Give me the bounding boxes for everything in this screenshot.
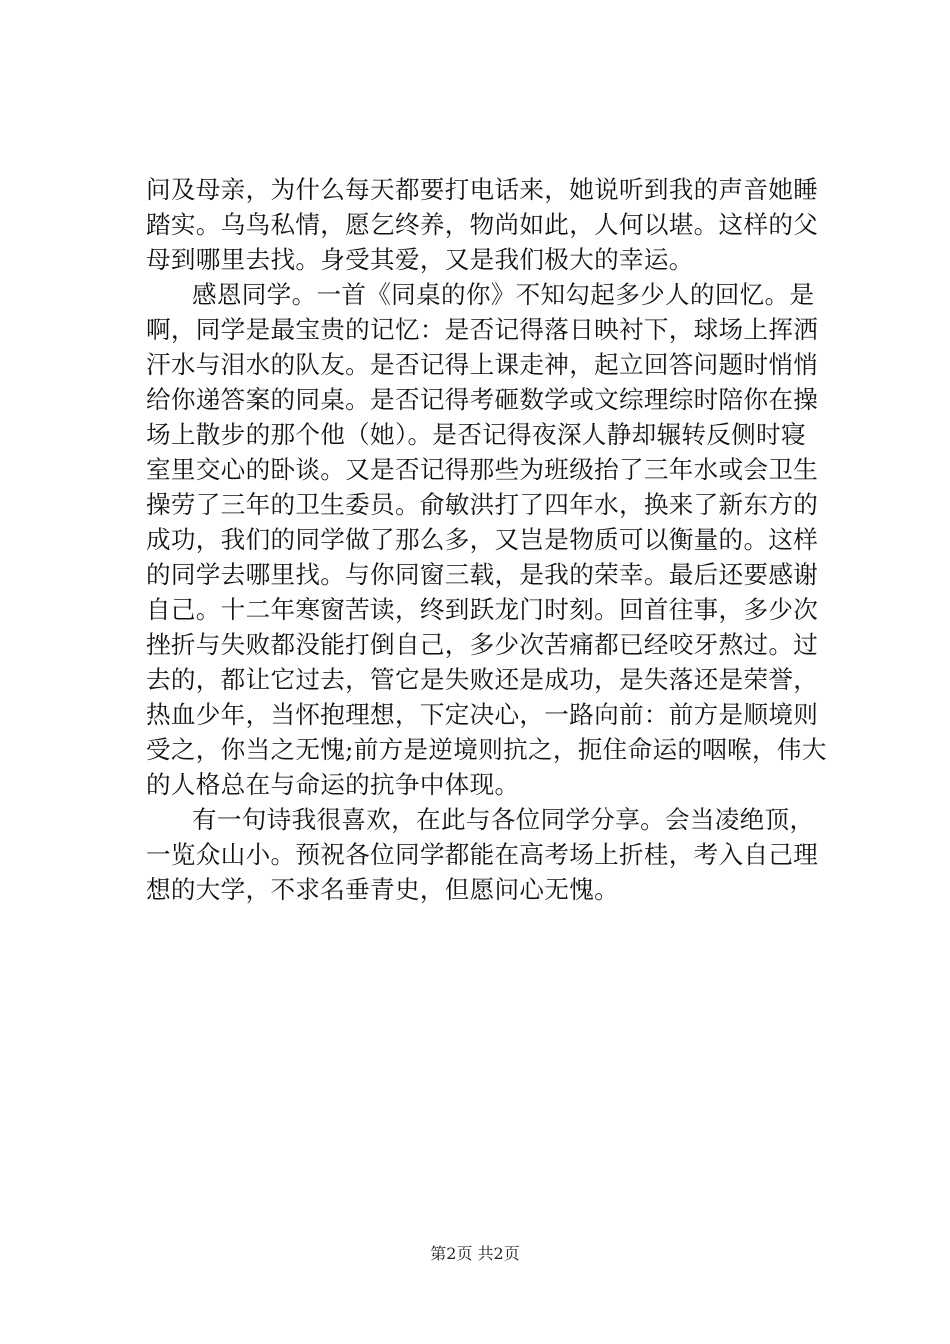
text-line: 场上散步的那个他（她）。是否记得夜深人静却辗转反侧时寝 — [146, 420, 806, 449]
text-line: 操劳了三年的卫生委员。俞敏洪打了四年水，换来了新东方的 — [146, 490, 819, 519]
page-number-footer: 第2页 共2页 — [430, 1244, 520, 1263]
text-line: 给你递答案的同桌。是否记得考砸数学或文综理综时陪你在操 — [146, 385, 819, 414]
text-line: 啊，同学是最宝贵的记忆：是否记得落日映衬下，球场上挥洒 — [146, 315, 819, 344]
text-line: 一览众山小。预祝各位同学都能在高考场上折桂，考入自己理 — [146, 840, 819, 869]
text-line: 自己。十二年寒窗苦读，终到跃龙门时刻。回首往事，多少次 — [146, 595, 819, 624]
body-text — [146, 172, 846, 907]
text-line: 的同学去哪里找。与你同窗三载，是我的荣幸。最后还要感谢 — [146, 560, 819, 589]
text-line: 踏实。乌鸟私情，愿乞终养，物尚如此，人何以堪。这样的父 — [146, 210, 819, 239]
text-line: 挫折与失败都没能打倒自己，多少次苦痛都已经咬牙熬过。过 — [146, 630, 819, 659]
text-line: 去的，都让它过去，管它是失败还是成功，是失落还是荣誉， — [146, 665, 819, 694]
paragraph-start-line: 感恩同学。一首《同桌的你》不知勾起多少人的回忆。是 — [192, 280, 815, 309]
text-line: 受之，你当之无愧;前方是逆境则抗之，扼住命运的咽喉，伟大 — [146, 735, 827, 764]
text-line: 汗水与泪水的队友。是否记得上课走神，起立回答问题时悄悄 — [146, 350, 819, 379]
text-line: 母到哪里去找。身受其爱，又是我们极大的幸运。 — [146, 245, 694, 274]
paragraph-start-line: 有一句诗我很喜欢，在此与各位同学分享。会当凌绝顶， — [192, 805, 815, 834]
text-line: 热血少年，当怀抱理想，下定决心，一路向前：前方是顺境则 — [146, 700, 819, 729]
text-line: 成功，我们的同学做了那么多，又岂是物质可以衡量的。这样 — [146, 525, 819, 554]
text-line: 想的大学，不求名垂青史，但愿问心无愧。 — [146, 875, 619, 904]
text-line: 问及母亲，为什么每天都要打电话来，她说听到我的声音她睡 — [146, 175, 819, 204]
text-line: 的人格总在与命运的抗争中体现。 — [146, 770, 520, 799]
text-line: 室里交心的卧谈。又是否记得那些为班级抬了三年水或会卫生 — [146, 455, 819, 484]
